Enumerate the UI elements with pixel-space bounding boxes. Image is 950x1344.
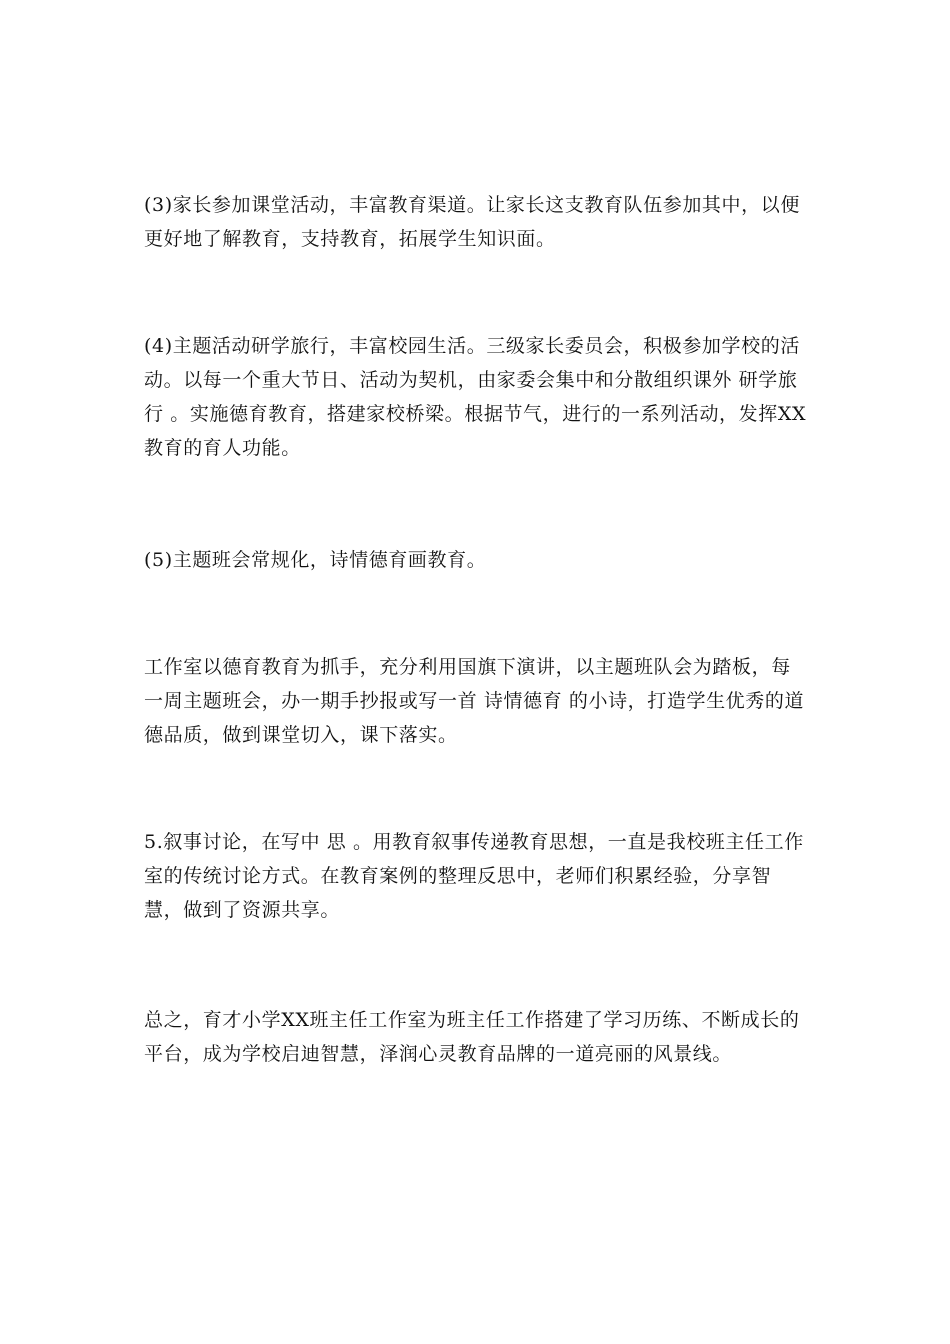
paragraph-conclusion: 总之，育才小学XX班主任工作室为班主任工作搭建了学习历练、不断成长的平台，成为学校启迪智慧，泽润心灵教育品牌的一道亮丽的风景线。 bbox=[144, 1009, 800, 1065]
paragraph-parent-classroom: (3)家长参加课堂活动，丰富教育渠道。让家长这支教育队伍参加其中，以便更好地了解教育，支持教育，拓展学生知识面。 bbox=[144, 194, 800, 250]
paragraph-studio-moral-education: 工作室以德育教育为抓手，充分利用国旗下演讲，以主题班队会为踏板，每一周主题班会，办一期手抄报或写一首 诗情德育 的小诗，打造学生优秀的道德品质，做到课堂切入，课下落实。 bbox=[144, 656, 805, 746]
paragraph-narrative-discussion: 5.叙事讨论，在写中 思 。用教育叙事传递教育思想，一直是我校班主任工作室的传统讨论方式。在教育案例的整理反思中，老师们积累经验，分享智慧，做到了资源共享。 bbox=[144, 831, 804, 921]
paragraph-study-travel: (4)主题活动研学旅行，丰富校园生活。三级家长委员会，积极参加学校的活动。以每一个重大节日、活动为契机，由家委会集中和分散组织课外 研学旅行 。实施德育教育，搭建家校桥梁。根据节气，进行的一系列活动，发挥XX教育的育人功能。 bbox=[144, 335, 807, 459]
paragraph-class-meeting: (5)主题班会常规化，诗情德育画教育。 bbox=[144, 549, 487, 571]
